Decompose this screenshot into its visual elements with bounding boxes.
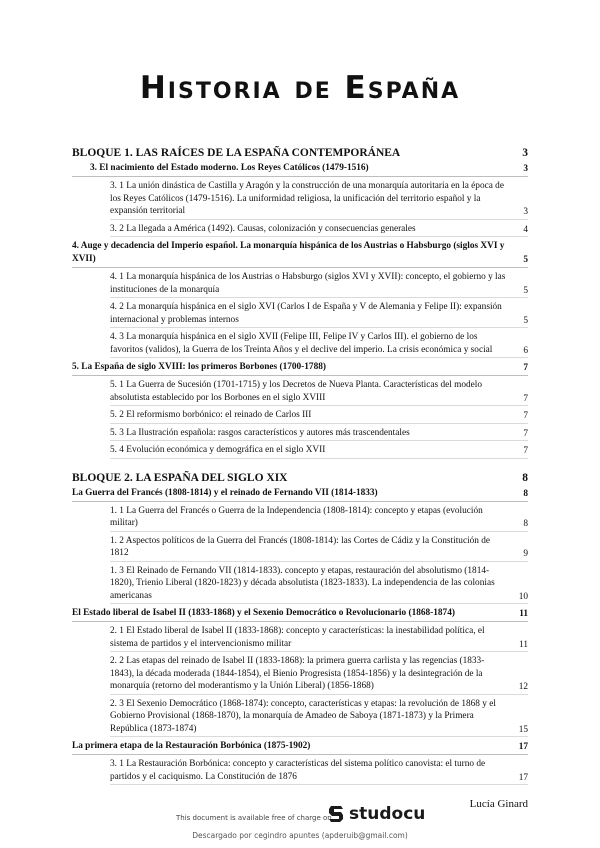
author-name: Lucía Ginard (469, 798, 528, 810)
toc-page-number: 7 (523, 393, 528, 404)
studocu-icon (328, 804, 346, 824)
toc-entry-text: 4. 3 La monarquía hispánica en el siglo XVII (Felipe III, Felipe IV y Carlos III). el gobierno de los favoritos (validos), la Guerra de los Treinta Años y el declive del imperio. La crisis económica y social (110, 332, 493, 355)
toc-item[interactable] (110, 758, 528, 785)
toc-entry-text: 1. 2 Aspectos políticos de la Guerra del Francés (1808-1814): las Cortes de Cádiz y la Constitución de 1812 (110, 535, 491, 558)
toc-entry-text: 3. 1 La Restauración Borbónica: concepto y características del sistema político canovista: el turno de partidos y el caciquismo. La Constitución de 1876 (110, 759, 486, 782)
toc-page-number: 12 (518, 682, 528, 692)
toc-page-number: 7 (523, 363, 528, 373)
toc-chapter[interactable] (72, 607, 528, 622)
toc-chapter[interactable] (72, 740, 528, 755)
toc-item[interactable] (110, 331, 528, 358)
toc-item[interactable] (110, 223, 528, 238)
toc-page-number: 7 (523, 411, 528, 421)
toc-page-number: 3 (523, 207, 528, 217)
toc-item[interactable] (110, 427, 528, 442)
toc-item[interactable] (110, 625, 528, 652)
toc-item[interactable] (110, 271, 528, 298)
toc-item[interactable] (110, 180, 528, 220)
toc-entry-text: 4. 2 La monarquía hispánica en el siglo XVI (Carlos I de España y V de Alemania y Felipe II): expansión internacional y problemas internos (110, 302, 502, 325)
toc-entry-text: 5. 1 La Guerra de Sucesión (1701-1715) y los Decretos de Nueva Planta. Características del modelo absolutista establecido por los Borbones en el siglo XVIII (110, 380, 483, 403)
toc-entry-text: 2. 3 El Sexenio Democrático (1868-1874): concepto, características y etapas: la revolución de 1868 y el Gobierno Provisional (1868-1870), la monarquía de Amadeo de Saboya (1871-1873) y la Primera República (1873-1874) (110, 698, 496, 734)
toc-entry-text: 5. 2 El reformismo borbónico: el reinado de Carlos III (110, 410, 312, 420)
toc-entry-text: 2. 1 El Estado liberal de Isabel II (1833-1868): concepto y características: la inestabilidad política, el sistema de partidos y el intervencionismo militar (110, 626, 485, 649)
toc-item[interactable] (110, 444, 528, 459)
toc-page-number: 4 (523, 224, 528, 235)
toc-item[interactable] (110, 535, 528, 562)
toc-entry-text: 1. 3 El Reinado de Fernando VII (1814-1833). concepto y etapas, restauración del absolutismo (1814-1820), Trienio Liberal (1820-1823) y década absolutista (1823-1833). La independencia de las colonias americanas (110, 565, 495, 601)
toc-entry-text: 2. 2 Las etapas del reinado de Isabel II (1833-1868): la primera guerra carlista y las regencias (1833-1843), la década moderada (1844-1854), el Bienio Progresista (1854-1856) y la desintegración de la monarquía (retorno del moderantismo y la Unión Liberal) (1856-1868) (110, 656, 485, 691)
toc-entry-text: 5. 4 Evolución económica y demográfica en el siglo XVII (110, 445, 326, 455)
toc-page-number: 5 (523, 285, 528, 296)
studocu-wordmark: studocu (349, 804, 426, 824)
toc-page-number: 9 (523, 549, 528, 559)
toc-page-number: 11 (519, 639, 528, 650)
toc-page-number: 7 (523, 428, 528, 439)
toc-item[interactable] (110, 565, 528, 605)
toc-page-number: 11 (519, 609, 528, 619)
toc-chapter[interactable] (72, 487, 528, 502)
toc-chapter[interactable] (72, 240, 528, 268)
toc-entry-text: La Guerra del Francés (1808-1814) y el reinado de Fernando VII (1814-1833) (72, 487, 378, 498)
studocu-logo[interactable] (328, 804, 425, 824)
toc-page-number: 3 (523, 164, 528, 174)
toc-page-number: 17 (518, 772, 528, 783)
document-title: Historia de España (139, 70, 461, 106)
availability-note: This document is available free of charge on (176, 814, 332, 822)
table-of-contents (72, 146, 528, 788)
toc-entry-text: 3. 1 La unión dinástica de Castilla y Aragón y la construcción de una monarquía autoritaria en la época de los Reyes Católicos (1479-1516). La uniformidad religiosa, la unificación del territorio español y la expansión territorial (110, 181, 504, 216)
toc-page-number: 8 (523, 488, 528, 499)
toc-item[interactable] (110, 379, 528, 406)
toc-entry-text: 3. 2 La llegada a América (1492). Causas, colonización y consecuencias generales (110, 223, 416, 234)
toc-page-number: 3 (522, 147, 528, 159)
toc-bloque[interactable] (72, 146, 528, 160)
toc-page-number: 17 (518, 742, 528, 752)
toc-bloque[interactable] (72, 471, 528, 485)
toc-entry-text: La primera etapa de la Restauración Borbónica (1875-1902) (72, 741, 311, 751)
toc-entry-text: 5. 3 La Ilustración española: rasgos característicos y autores más trascendentales (110, 427, 410, 438)
toc-page-number: 7 (523, 446, 528, 456)
toc-page-number: 8 (522, 471, 528, 484)
download-note: Descargado por cegindro apuntes (apderuib@gmail.com) (192, 831, 408, 840)
toc-entry-text: 3. El nacimiento del Estado moderno. Los Reyes Católicos (1479-1516) (90, 163, 369, 173)
toc-item[interactable] (110, 505, 528, 532)
toc-entry-text: El Estado liberal de Isabel II (1833-1868) y el Sexenio Democrático o Revolucionario (1868-1874) (72, 608, 455, 618)
toc-entry-text: BLOQUE 1. LAS RAÍCES DE LA ESPAÑA CONTEMPORÁNEA (72, 147, 401, 159)
toc-page-number: 6 (523, 345, 528, 356)
toc-entry-text: 5. La España de siglo XVIII: los primeros Borbones (1700-1788) (72, 362, 326, 372)
toc-entry-text: BLOQUE 2. LA ESPAÑA DEL SIGLO XIX (72, 471, 288, 484)
toc-page-number: 10 (518, 591, 528, 602)
toc-page-number: 15 (518, 724, 528, 735)
toc-entry-text: 4. 1 La monarquía hispánica de los Austrias o Habsburgo (siglos XVI y XVII): concepto, el gobierno y las instituciones de la monarquía (110, 272, 506, 295)
toc-page-number: 5 (523, 315, 528, 326)
toc-item[interactable] (110, 409, 528, 424)
toc-page-number: 8 (523, 519, 528, 529)
toc-chapter[interactable] (72, 361, 528, 376)
toc-entry-text: 1. 1 La Guerra del Francés o Guerra de la Independencia (1808-1814): concepto y etapas (evolución militar) (110, 505, 483, 528)
toc-item[interactable] (110, 655, 528, 695)
toc-entry-text: 4. Auge y decadencia del Imperio español. La monarquía hispánica de los Austrias o Habsburgo (siglos XVI y XVII) (72, 241, 505, 264)
toc-item[interactable] (110, 698, 528, 738)
toc-page-number: 5 (523, 255, 528, 265)
toc-item[interactable] (110, 301, 528, 328)
toc-chapter[interactable] (72, 162, 528, 177)
